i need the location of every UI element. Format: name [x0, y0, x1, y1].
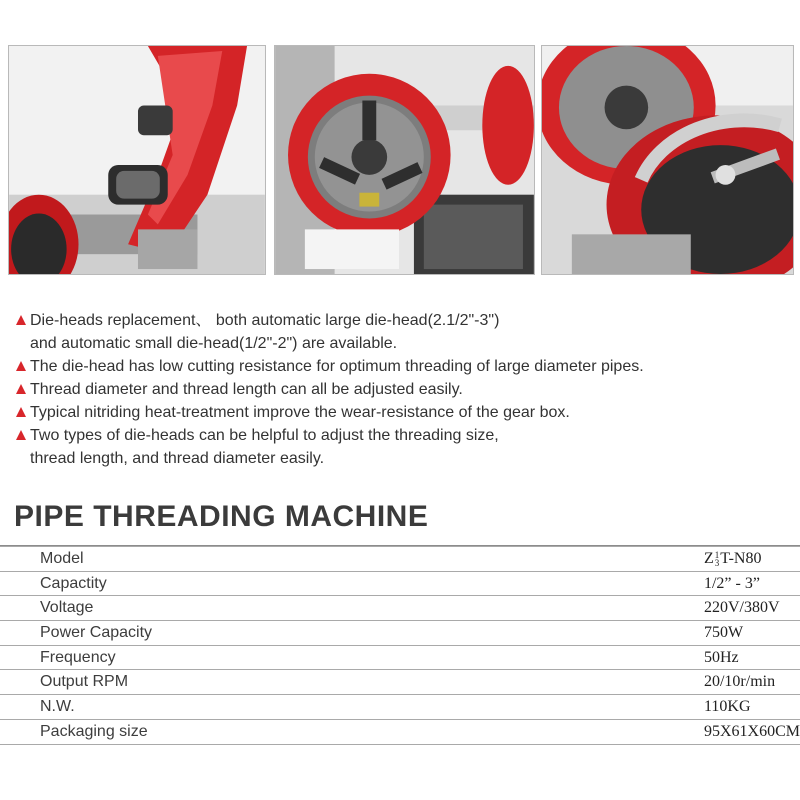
spec-table	[0, 546, 800, 745]
triangle-bullet-icon	[16, 315, 26, 325]
spec-value: 220V/380V	[656, 596, 800, 621]
spec-label: Power Capacity	[0, 621, 656, 646]
spec-value: 95X61X60CM	[656, 719, 800, 744]
feature-text: Typical nitriding heat-treatment improve the wear-resistance of the gear box.	[30, 404, 570, 421]
spec-row-frequency	[0, 645, 800, 670]
feature-text: Two types of die-heads can be helpful to adjust the threading size,	[30, 427, 499, 444]
feature-text: Thread diameter and thread length can all be adjusted easily.	[30, 381, 463, 398]
spec-label: Capactity	[0, 571, 656, 596]
triangle-bullet-icon	[16, 361, 26, 371]
feature-text: Die-heads replacement、 both automatic large die-head(2.1/2"-3")	[30, 312, 500, 329]
spec-label: Packaging size	[0, 719, 656, 744]
feature-text-cont: and automatic small die-head(1/2"-2") are available.	[30, 335, 398, 352]
feature-item	[16, 424, 791, 470]
section-title: PIPE THREADING MACHINE	[14, 500, 429, 533]
model-sup-sub	[715, 551, 720, 567]
spec-label: Output RPM	[0, 670, 656, 695]
spec-value: 1/2” - 3”	[656, 571, 800, 596]
spec-row-model	[0, 547, 800, 572]
feature-item	[16, 378, 791, 401]
product-photos	[8, 45, 794, 277]
photo-die-head-arm	[8, 45, 266, 275]
spec-row-capacity	[0, 571, 800, 596]
spec-label: Model	[0, 547, 656, 572]
spec-label: Voltage	[0, 596, 656, 621]
triangle-bullet-icon	[16, 407, 26, 417]
spec-label: N.W.	[0, 695, 656, 720]
spec-value: 50Hz	[656, 645, 800, 670]
die-head-scale-photo	[542, 46, 793, 274]
model-suffix: T-N80	[720, 549, 762, 567]
spec-value: 110KG	[656, 695, 800, 720]
feature-item	[16, 355, 791, 378]
model-prefix: Z	[703, 549, 714, 567]
photo-chuck-front	[274, 45, 535, 275]
spec-row-power	[0, 621, 800, 646]
feature-item	[16, 401, 791, 424]
feature-list	[16, 309, 791, 470]
spec-label: Frequency	[0, 645, 656, 670]
spec-row-rpm	[0, 670, 800, 695]
model-sub: 3	[714, 558, 720, 569]
spec-row-voltage	[0, 596, 800, 621]
spec-value	[656, 547, 800, 572]
photo-die-head-scale	[541, 45, 794, 275]
feature-item	[16, 309, 791, 355]
spec-value: 750W	[656, 621, 800, 646]
triangle-bullet-icon	[16, 384, 26, 394]
triangle-bullet-icon	[16, 430, 26, 440]
die-head-arm-photo	[9, 46, 265, 274]
spec-row-packaging	[0, 719, 800, 744]
feature-text: The die-head has low cutting resistance for optimum threading of large diameter pipes.	[30, 358, 644, 375]
model-sup: 1	[714, 550, 720, 561]
chuck-front-photo	[275, 46, 534, 274]
spec-value: 20/10r/min	[656, 670, 800, 695]
spec-row-weight	[0, 695, 800, 720]
feature-text-cont: thread length, and thread diameter easily.	[30, 450, 325, 467]
